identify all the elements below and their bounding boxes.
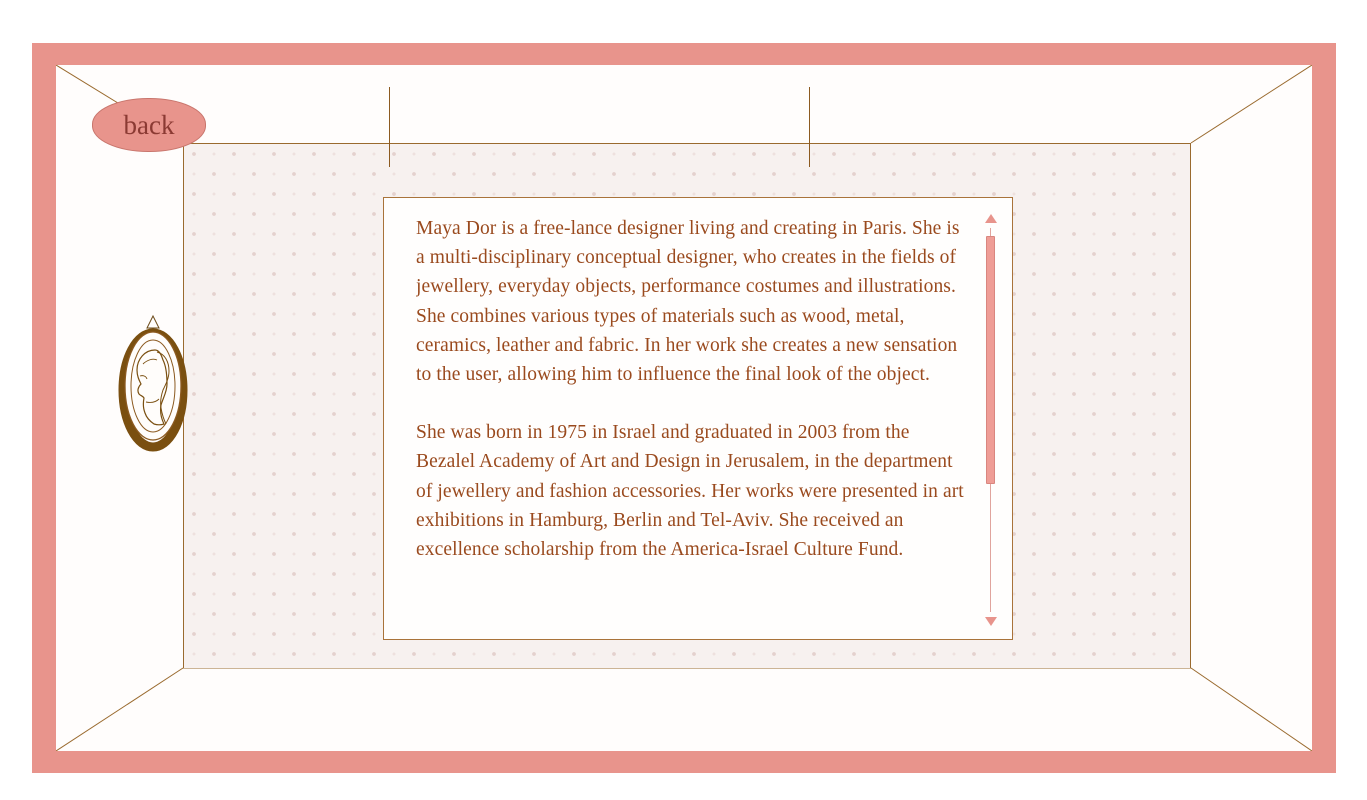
scroll-up-arrow-icon[interactable] [985,214,997,223]
back-button-label: back [123,110,175,140]
hanging-wire-right [809,87,810,167]
bio-text-content [416,214,964,624]
room-interior [56,65,1312,751]
bio-text-panel [383,197,1013,640]
vertical-scrollbar[interactable] [983,214,999,626]
bio-paragraph: She was born in 1975 in Israel and graduated in 2003 from the Bezalel Academy of Art and Design in Jerusalem, in the department of jewellery and fashion accessories. Her works were presented in art exhibitions in Hamburg, Berlin and Tel-Aviv. She received an excellence scholarship from the America-Israel Culture Fund. [416,422,964,561]
scrollbar-thumb[interactable] [986,236,995,484]
hanging-wire-left [389,87,390,167]
back-button[interactable] [92,98,206,152]
cameo-portrait[interactable] [99,272,207,462]
scroll-down-arrow-icon[interactable] [985,617,997,626]
pink-frame-border [32,43,1336,773]
bio-paragraph: Maya Dor is a free-lance designer living and creating in Paris. She is a multi-disciplinary conceptual designer, who creates in the fields of jewellery, everyday objects, performance costumes and illustrations. She combines various types of materials such as wood, metal, ceramics, leather and fabric. In her work she creates a new sensation to the user, allowing him to influence the final look of the object. [416,218,960,386]
